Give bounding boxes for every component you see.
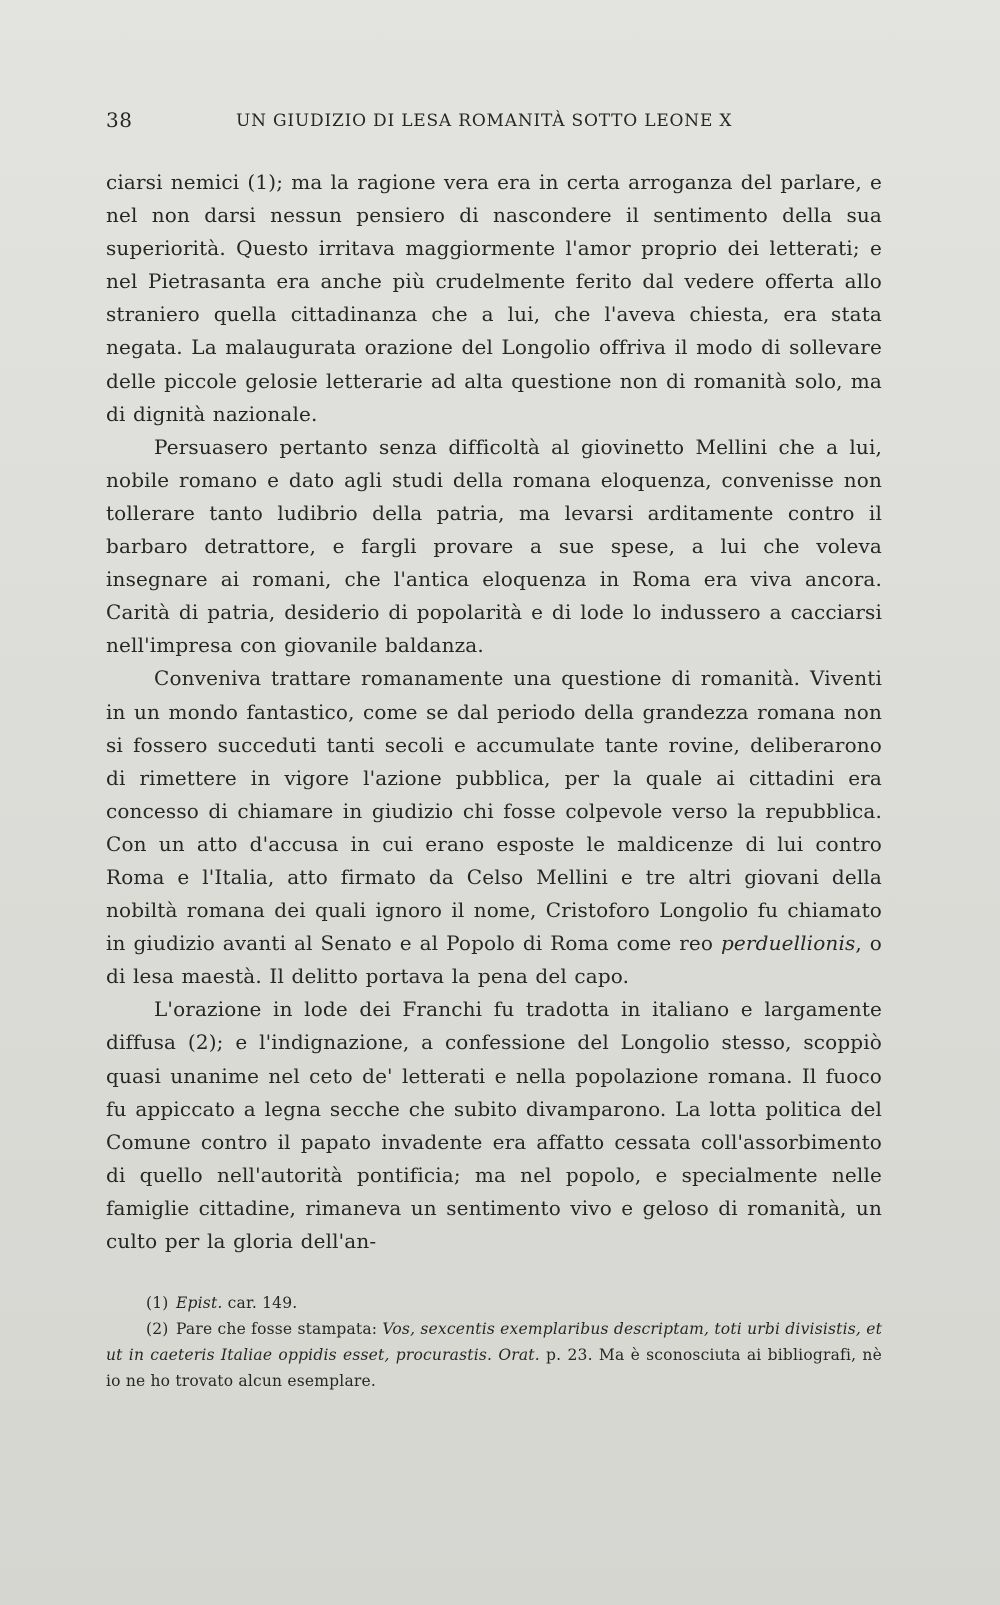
paragraph-3-text-after: , o di lesa maestà. Il delitto portava la pena del capo. <box>106 931 882 989</box>
paragraph-3-text-before: Conveniva trattare romanamente una questione di romanità. Viventi in un mondo fantastico, come se dal periodo della grandezza romana non si fossero succeduti tanti secoli e accumulate tante rovine, deliberarono di rimettere in vigore l'azione pubblica, per la quale ai cittadini era concesso di chiamare in giudizio chi fosse colpevole verso la repubblica. Con un atto d'accusa in cui erano esposte le maldicenze di lui contro Roma e l'Italia, atto firmato da Celso Mellini e tre altri giovani della nobiltà romana dei quali ignoro il nome, Cristoforo Longolio fu chiamato in giudizio avanti al Senato e al Popolo di Roma come reo <box>106 666 882 956</box>
footnote-1-marker: (1) <box>146 1294 169 1313</box>
paragraph-1 <box>106 166 882 431</box>
footnote-2-emphasis: Vos, sexcentis exemplaribus descriptam, toti urbi divisistis, et ut in caeteris Italiae oppidis esset, procurastis. Orat. <box>106 1320 883 1365</box>
paragraph-2 <box>106 431 882 663</box>
footnote-1-text: car. 149. <box>222 1294 298 1313</box>
paragraph-3 <box>106 662 882 993</box>
footnote-2-marker: (2) <box>146 1320 169 1339</box>
paragraph-3-emphasis: perduellionis <box>720 931 856 956</box>
footnote-1 <box>106 1290 882 1316</box>
paragraph-2-text: Persuasero pertanto senza difficoltà al giovinetto Mellini che a lui, nobile romano e dato agli studi della romana eloquenza, convenisse non tollerare tanto ludibrio della patria, ma levarsi arditamente contro il barbaro detrattore, e fargli provare a sue spese, a lui che voleva insegnare ai romani, che l'antica eloquenza in Roma era viva ancora. Carità di patria, desiderio di popolarità e di lode lo indussero a cacciarsi nell'impresa con giovanile baldanza. <box>106 434 882 658</box>
running-title: UN GIUDIZIO DI LESA ROMANITÀ SOTTO LEONE X <box>236 111 733 131</box>
page-number: 38 <box>106 108 133 132</box>
paragraph-4-text: L'orazione in lode dei Franchi fu tradotta in italiano e largamente diffusa (2); e l'indignazione, a confessione del Longolio stesso, scoppiò quasi unanime nel ceto de' letterati e nella popolazione romana. Il fuoco fu appiccato a legna secche che subito divamparono. La lotta politica del Comune contro il papato invadente era affatto cessata coll'assorbimento di quello nell'autorità pontificia; ma nel popolo, e specialmente nelle famiglie cittadine, rimaneva un sentimento vivo e geloso di romanità, un culto per la gloria dell'an- <box>106 997 882 1253</box>
main-text <box>106 166 882 1258</box>
page-header <box>106 108 882 148</box>
paragraph-1-text: ciarsi nemici (1); ma la ragione vera era in certa arroganza del parlare, e nel non darsi nessun pensiero di nascondere il sentimento della sua superiorità. Questo irritava maggiormente l'amor proprio dei letterati; e nel Pietrasanta era anche più crudelmente ferito dal vedere offerta allo straniero quella cittadinanza che a lui, che l'aveva chiesta, era stata negata. La malaugurata orazione del Longolio offriva il modo di sollevare delle piccole gelosie letterarie ad alta questione non di romanità solo, ma di dignità nazionale. <box>106 170 882 426</box>
footnote-1-emphasis: Epist. <box>176 1294 223 1313</box>
footnote-2-text-after: p. 23. Ma è sconosciuta ai bibliografi, nè io ne ho trovato alcun esemplare. <box>106 1346 882 1391</box>
footnote-2-text-before: Pare che fosse stampata: <box>176 1320 383 1339</box>
paragraph-4 <box>106 993 882 1258</box>
footnote-2 <box>106 1316 882 1394</box>
footnotes <box>106 1290 882 1394</box>
